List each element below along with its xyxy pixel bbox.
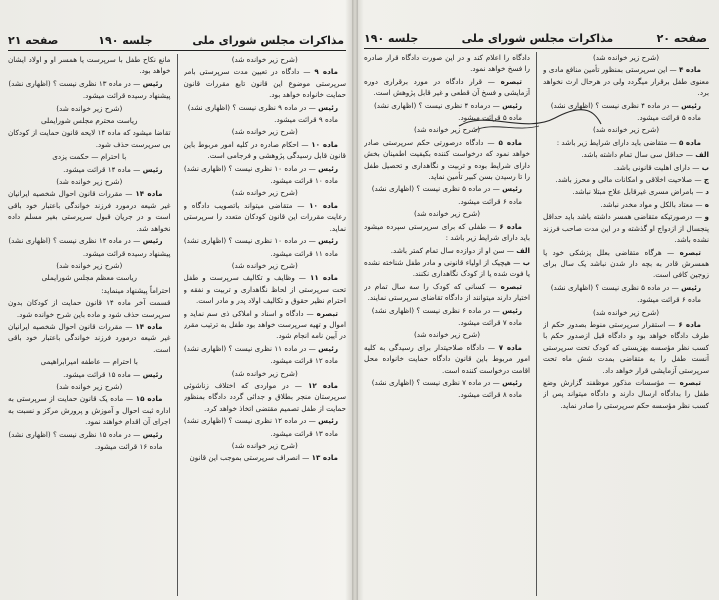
speaker-line: رئیس — در ماده ۱۱ نظری نیست ؟ (اظهاری نشد)	[183, 343, 338, 353]
paragraph: الف — حداقل سی سال تمام داشته باشد.	[581, 150, 709, 160]
page-number: صفحه ۲۱	[8, 33, 59, 47]
paragraph: احتراماً پیشنهاد مینماید:	[101, 285, 171, 295]
header-rule	[8, 50, 346, 51]
speaker-line: رئیس — در ماده ۱۴ نظری نیست ؟ (اظهاری نشد)	[8, 236, 163, 246]
running-head	[8, 32, 344, 48]
article-paragraph: ماده ۱۴ — مقررات قانون احوال شخصیه ایرانیان غیر شیعه درمورد فرزند خواندگی باعتبار خود باقی است.	[8, 321, 171, 354]
paragraph: تقاضا میشود که ماده ۱۴ لایحه قانون حمایت از کودکان بی سرپرست حذف شود.	[8, 128, 171, 149]
reading-note: (شرح زیر خوانده شد)	[592, 125, 659, 135]
reading-note: (شرح زیر خوانده شد)	[231, 260, 298, 270]
paragraph: ب — دارای اهلیت قانونی باشد.	[613, 162, 709, 172]
article-paragraph: ماده ۱۳ — انصراف سرپرستی بموجب این قانون	[189, 453, 338, 463]
speaker-line: رئیس — در ماده ۵ نظری نیست ؟ (اظهاری نشد)	[371, 184, 522, 194]
speaker-line: رئیس — در ماده ۱۰ نظری نیست ؟ (اظهاری نشد)	[183, 163, 338, 173]
paragraph: ه — معتاد بالکل و مواد مخدر نباشد.	[600, 199, 709, 209]
running-head	[364, 30, 707, 46]
handwritten-annotation	[455, 104, 605, 134]
paragraph: دادگاه را اعلام کند و در این صورت دادگاه قرار صادره را فسخ خواهد نمود.	[364, 53, 530, 74]
column-left	[8, 54, 171, 596]
reading-note: (شرح زیر خوانده شد)	[56, 103, 123, 113]
signature-line: ریاست معظم مجلس شورایملی	[41, 273, 137, 283]
paragraph: ب — هیچیک از اولیاء قانونی و مادر طفل شناخته نشده یا فوت شده یا از کودک نگاهداری نکنند.	[364, 257, 530, 279]
article-paragraph: ماده ۱۳ قرائت میشود.	[270, 428, 338, 438]
article-paragraph: ماده ۹ — دادگاه در تعیین مدت سرپرستی بامر سرپرستی موضوع این قانون تابع مقررات قانون حمایت خانواده خواهد بود.	[183, 67, 346, 100]
note-paragraph: تبصره — هرگاه متقاضی بعلل پزشکی خود یا همسرش قادر به بچه دار شدن نباشد یک سال برای زوجین کافی است.	[543, 247, 709, 280]
reading-note: (شرح زیر خوانده شد)	[56, 260, 123, 270]
reading-note: (شرح زیر خوانده شد)	[231, 55, 298, 64]
text-columns	[8, 54, 346, 596]
reading-note: (شرح زیر خوانده شد)	[413, 209, 480, 219]
speaker-line: رئیس — ماده ۱۵ قرائت میشود.	[63, 369, 163, 379]
paragraph: الف — سن او از دوازده سال تمام کمتر باشد.	[390, 245, 530, 255]
reading-note: (شرح زیر خوانده شد)	[592, 307, 659, 317]
right-page	[358, 0, 719, 600]
column-right	[184, 54, 347, 596]
signature-line: با احترام — حکمت یزدی	[52, 152, 127, 162]
article-paragraph: ماده ۴ — این سرپرستی بمنظور تأمین منافع مادی و معنوی طفل برقرار میگردد ولی در هرحال ارث نخواهد برد.	[543, 65, 709, 98]
page-number: صفحه ۲۰	[656, 31, 707, 45]
article-paragraph: ماده ۱۰ قرائت میشود.	[270, 176, 338, 186]
speaker-line: رئیس — در ماده ۱۵ نظری نیست ؟ (اظهاری نشد)	[8, 429, 163, 439]
header-title: مذاکرات مجلس شورای ملی	[192, 33, 344, 47]
note-paragraph: تبصره — دادگاه و اسناد و املاکی ذی سم نماید و اموال و تهیه سرپرست خواهد بود طفل به ترتیب مقرر در آیین نامه انجام شود.	[183, 308, 346, 341]
reading-note: (شرح زیر خوانده شد)	[592, 53, 659, 62]
article-paragraph: ماده ۱۱ — وظایف و تکالیف سرپرست و طفل تحت سرپرستی از لحاظ نگاهداری و تربیت و نفقه و احترام نظیر حقوق و تکالیف اولاد پدر و مادر است.	[183, 273, 346, 306]
speaker-line: رئیس — در ماده ۷ نظری نیست ؟ (اظهاری نشد)	[371, 377, 522, 387]
article-paragraph: ماده ۶ قرائت میشود.	[458, 196, 522, 206]
speaker-line: رئیس — در ماده ۴ نظری نیست ؟ (اظهاری نشد)	[550, 100, 701, 110]
reading-note: (شرح زیر خوانده شد)	[231, 127, 298, 137]
note-paragraph: تبصره — قرار دادگاه در مورد برقراری دوره آزمایشی و فسخ آن قطعی و غیر قابل پژوهش است.	[364, 76, 530, 98]
left-page	[0, 0, 352, 600]
article-paragraph: ماده ۷ قرائت میشود.	[458, 317, 522, 327]
reading-note: (شرح زیر خوانده شد)	[413, 125, 480, 135]
paragraph: و — درصورتیکه متقاضی همسر داشته باشد باید حداقل پنجسال از ازدواج او گذشته و در این مدت صاحب فرزند نشده باشد.	[543, 212, 709, 245]
speaker-line: رئیس — در ماده ۱۳ نظری نیست ؟ (اظهاری نشد)	[8, 78, 163, 88]
article-paragraph: ماده ۱۲ قرائت میشود.	[270, 356, 338, 366]
paragraph: پیشنهاد رسیده قرائت میشود.	[82, 248, 171, 258]
article-paragraph: ماده ۱۱ قرائت میشود.	[270, 248, 338, 258]
speaker-line: رئیس — ماده ۱۴ قرائت میشود.	[63, 164, 163, 174]
signature-line: ریاست محترم مجلس شورایملی	[41, 116, 138, 126]
reading-note: (شرح زیر خوانده شد)	[231, 368, 298, 378]
article-paragraph: ماده ۵ قرائت میشود.	[637, 113, 701, 123]
article-paragraph: ماده ۱۲ — در مواردی که اختلاف زناشوئی سرپرستان منجر بطلاق و جدائی گردد دادگاه بمنظور حمایت از طفل تصمیم مقتضی اتخاذ خواهد کرد.	[183, 380, 346, 413]
speaker-line: رئیس — در ماده ۹ نظری نیست ؟ (اظهاری نشد)	[187, 102, 338, 112]
reading-note: (شرح زیر خوانده شد)	[56, 177, 123, 187]
speaker-line: رئیس — درماده ۴ نظری نیست ؟ (اظهاری نشد)	[373, 100, 522, 110]
reading-note: (شرح زیر خوانده شد)	[413, 330, 480, 340]
article-paragraph: ماده ۷ — دادگاه صلاحیتدار برای رسیدگی به کلیه امور مربوط باین قانون دادگاه حمایت خانواده محل اقامت درخواست کننده است.	[364, 342, 530, 375]
note-paragraph: تبصره — مؤسسات مذکور موظفند گزارش وضع طفل را بدادگاه ارسال دارند و دادگاه میتواند پس از کسب نظر مؤسسه حکم سرپرستی را صادر نماید.	[543, 377, 709, 410]
paragraph: د — بامراض مسری غیرقابل علاج مبتلا نباشد.	[572, 187, 709, 197]
article-paragraph: ماده ۱۰ — احکام صادره در کلیه امور مربوط باین قانون قابل رسیدگی پژوهشی و فرجامی است.	[183, 139, 346, 161]
article-paragraph: ماده ۶ — طفلی که برای سرپرستی سپرده میشود باید دارای شرایط زیر باشد :	[364, 221, 530, 243]
reading-note: (شرح زیر خوانده شد)	[56, 381, 123, 391]
speaker-line: رئیس — در ماده ۱۰ نظری نیست ؟ (اظهاری نشد)	[183, 236, 338, 246]
column-divider	[177, 54, 178, 596]
reading-note: (شرح زیر خوانده شد)	[231, 188, 298, 198]
article-paragraph: ماده ۱۴ — مقررات قانون احوال شخصیه ایرانیان غیر شیعه درمورد فرزند خواندگی باعتبار خود باقی است و در جریان قبول سرپرستی بغیر مسلم داده نخواهد شد.	[8, 189, 171, 233]
speaker-line: رئیس — در ماده ۶ نظری نیست ؟ (اظهاری نشد)	[371, 305, 522, 315]
paragraph: قسمت آخر ماده ۱۴ قانون حمایت از کودکان بدون سرپرست حذف شود و ماده باین شرح خوانده شود.	[8, 298, 171, 319]
article-paragraph: ماده ۱۶ قرائت میشود.	[94, 442, 163, 451]
speaker-line: رئیس — در ماده ۵ نظری نیست ؟ (اظهاری نشد)	[550, 282, 701, 292]
paragraph: مانع نکاح طفل با سرپرست یا همسر او و اولاد ایشان خواهد بود.	[8, 55, 171, 76]
article-paragraph: ماده ۱۵ — ماده یک قانون حمایت از سرپرستی به اداره ثبت احوال و آموزش و پرورش مرکز و نسبت به اجرای آن اقدام خواهند نمود.	[8, 394, 171, 427]
article-paragraph: ماده ۶ قرائت میشود.	[637, 295, 701, 305]
article-paragraph: ماده ۹ قرائت میشود.	[274, 115, 338, 125]
signature-line: با احترام — عاطفه امیرابراهیمی	[40, 357, 138, 367]
article-paragraph: ماده ۱۰ — متقاضی میتواند باتصویب دادگاه و رعایت مقررات این قانون کودکان متعدد را سرپرستی نماید.	[183, 200, 346, 233]
article-paragraph: ماده ۵ قرائت میشود.	[458, 113, 522, 123]
header-session: جلسه ۱۹۰	[98, 33, 153, 47]
header-rule	[364, 48, 709, 49]
article-paragraph: ماده ۵ — متقاضی باید دارای شرایط زیر باشد :	[556, 137, 701, 147]
article-paragraph: ماده ۸ قرائت میشود.	[458, 390, 522, 400]
speaker-line: رئیس — در ماده ۱۲ نظری نیست ؟ (اظهاری نشد)	[183, 416, 338, 426]
reading-note: (شرح زیر خوانده شد)	[231, 441, 298, 450]
header-title: مذاکرات مجلس شورای ملی	[461, 31, 614, 45]
paragraph: ج — صلاحیت اخلاقی و امکانات مالی و محرز باشد.	[555, 175, 709, 185]
article-paragraph: ماده ۵ — دادگاه درصورتی حکم سرپرستی صادر خواهد نمود که درخواست کننده بکیفیت اطمینان بخش دارای شرایط بوده و تربیت و نگاهداری و تحصیل طفل را تا رسیدن بسن کبیر تأمین نماید.	[364, 137, 530, 182]
header-session: جلسه ۱۹۰	[364, 31, 419, 45]
article-paragraph: ماده ۶ — استقرار سرپرستی منوط بصدور حکم از طرف دادگاه خواهد بود و دادگاه قبل ازصدور حکم با کسب نظر مؤسسه بهزیستی که کودک تحت سرپرستی آنست طفل را به متقاضی بمدت شش ماه تحت سرپرستی آزمایشی قرار خواهد داد.	[543, 319, 709, 375]
paragraph: پیشنهاد رسیده قرائت میشود.	[82, 91, 171, 101]
note-paragraph: تبصره — کسانی که کودک را سه سال تمام در اختیار دارند میتوانند از دادگاه تقاضای سرپرستی نمایند.	[364, 281, 530, 303]
